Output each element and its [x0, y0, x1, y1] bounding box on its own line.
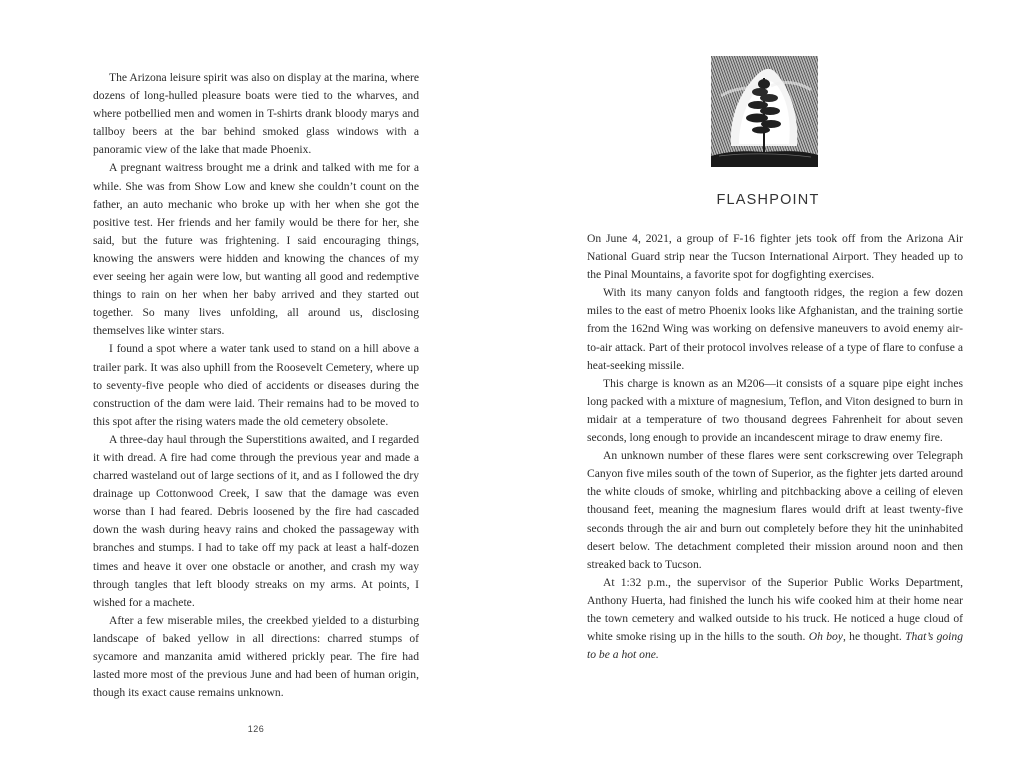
right-page	[512, 0, 1024, 768]
italic-text: That’s going to be a hot one.	[587, 630, 963, 662]
paragraph: A pregnant waitress brought me a drink and talked with me for a while. She was from Show Low and knew she couldn’t count on the father, an auto mechanic who broke up with her when she got the positive test. Her friends and her family would be there for her, she said, but the future was frightening. I said encouraging things, knowing the answers were hidden and knowing the chances of my ever seeing her again were low, but wanting all good and redemptive things to rain on her when her baby arrived and they started out together. So many lives unfolding, all around us, disclosing themselves like winter stars.	[93, 161, 419, 338]
tree-vignette-illustration	[711, 56, 818, 167]
paragraph: On June 4, 2021, a group of F-16 fighter jets took off from the Arizona Air National Guard strip near the Tucson International Airport. They headed up to the Pinal Mountains, a favorite spot for dogfighting exercises.	[587, 232, 963, 282]
left-page-body	[93, 69, 419, 702]
paragraph: After a few miserable miles, the creekbed yielded to a disturbing landscape of baked yellow in all directions: charred stumps of sycamore and manzanita amid withered prickly pear. The fire had lasted more most of the previous June and had been of human origin, though its exact cause remains unknown.	[93, 613, 419, 700]
paragraph: I found a spot where a water tank used to stand on a hill above a trailer park. It was also uphill from the Roosevelt Cemetery, where up to seventy-five people who died of accidents or diseases during the construction of the dam were laid. Their remains had to be moved to this spot after the rising waters made the old cemetery obsolete.	[93, 342, 419, 428]
right-page-body	[587, 230, 963, 664]
page-number: 126	[247, 724, 265, 734]
paragraph: A three-day haul through the Superstitions awaited, and I regarded it with dread. A fire had come through the previous year and made a charred wasteland out of large sections of it, and as I followed the dry drainage up Cottonwood Creek, I saw that the damage was even worse than I had feared. Debris loosened by the fire had cascaded down the wash during heavy rains and choked the passageway with branches and stumps. I had to take off my pack at least a half-dozen times and heave it over one obstacle or another, and crash my way through tangles that left bloody streaks on my arms. At points, I wished for a machete.	[93, 432, 419, 609]
italic-text: Oh boy	[808, 630, 843, 644]
plain-text: , he thought.	[842, 630, 906, 644]
chapter-title: FLASHPOINT	[716, 192, 820, 208]
paragraph-text: At 1:32 p.m., the supervisor of the Superior Public Works Department, Anthony Huerta, had finished the lunch his wife cooked him at their home near the town cemetery and walked outside to his truck. He noticed a huge cloud of white smoke rising up in the hills to the south.	[587, 575, 963, 644]
paragraph: With its many canyon folds and fangtooth ridges, the region a few dozen miles to the east of metro Phoenix looks like Afghanistan, and the training sortie from the 162nd Wing was working on defensive maneuvers to avoid enemy air-to-air attack. Part of their protocol involves release of a type of flare to confuse a heat-seeking missile.	[587, 286, 963, 372]
paragraph: The Arizona leisure spirit was also on display at the marina, where dozens of long-hulled pleasure boats were tied to the wharves, and where potbellied men and women in T-shirts drank bloody marys and tallboy beers at the bar behind smoked glass windows with a panoramic view of the lake that made Phoenix.	[93, 71, 419, 157]
paragraph: An unknown number of these flares were sent corkscrewing over Telegraph Canyon five miles south of the town of Superior, as the fighter jets darted around the white clouds of smoke, whirling and pitchbacking above a ceiling of eleven thousand feet, meaning the magnesium flares would drift at least twenty-five seconds through the air and burn out completely before they hit the uninhabited desert below. The detachment completed their mission around noon and then streaked back to Tucson.	[587, 449, 963, 571]
paragraph: This charge is known as an M206—it consists of a square pipe eight inches long packed with a mixture of magnesium, Teflon, and Viton designed to burn in midair at a temperature of two thousand degrees Fahrenheit for about seven seconds, long enough to provide an incandescent mirage to draw enemy fire.	[587, 376, 963, 445]
last-paragraph	[587, 574, 963, 664]
